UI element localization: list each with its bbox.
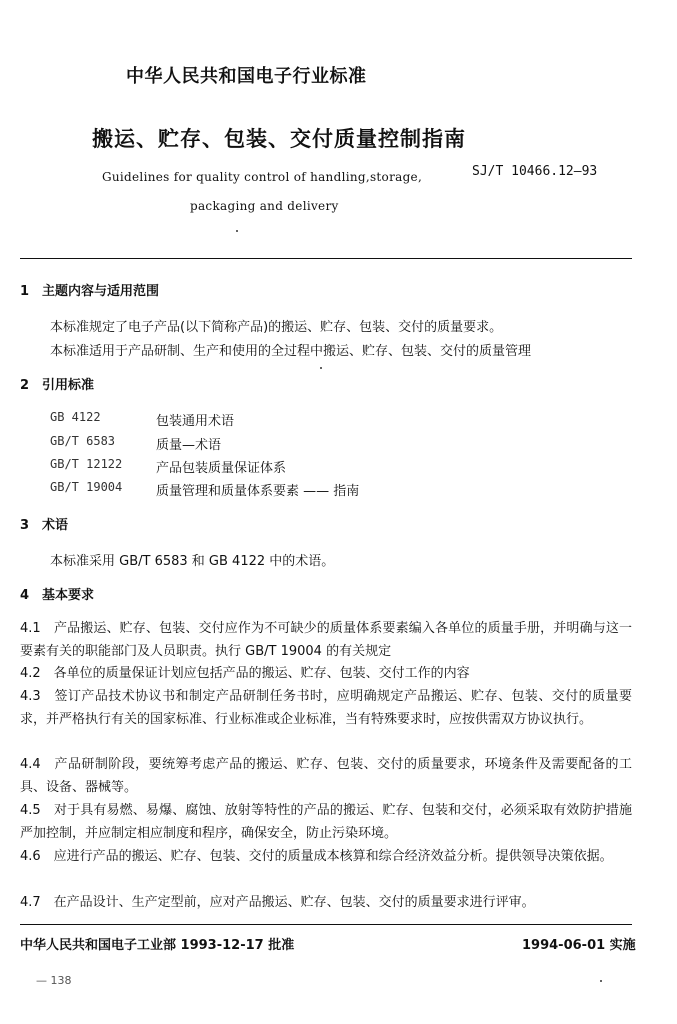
ref-code-1: GB 4122	[50, 410, 101, 424]
page-number: — 138	[36, 974, 72, 987]
footer-divider	[20, 924, 632, 925]
section-4-heading: 4 基本要求	[20, 588, 95, 603]
section-1-heading: 1 主题内容与适用范围	[20, 284, 160, 299]
scan-speck	[320, 367, 322, 369]
section-2-heading: 2 引用标准	[20, 378, 95, 393]
standard-category: 中华人民共和国电子行业标准	[126, 66, 367, 87]
approval-line: 中华人民共和国电子工业部 1993-12-17 批准	[20, 938, 295, 953]
clause-4-2: 4.2 各单位的质量保证计划应包括产品的搬运、贮存、包装、交付工作的内容	[20, 666, 470, 681]
section-1-paragraph-1: 本标准规定了电子产品(以下简称产品)的搬运、贮存、包装、交付的质量要求。	[50, 320, 503, 335]
document-title-en-line1: Guidelines for quality control of handling,storage,	[102, 170, 423, 184]
clause-4-5: 4.5 对于具有易燃、易爆、腐蚀、放射等特性的产品的搬运、贮存、包装和交付，必须采取有效防护措施严加控制，并应制定相应制度和程序，确保安全，防止污染环境。	[20, 803, 632, 841]
ref-code-2: GB/T 6583	[50, 434, 116, 448]
section-3-heading: 3 术语	[20, 518, 69, 533]
ref-title-4: 质量管理和质量体系要素 —— 指南	[156, 484, 360, 499]
clause-4-7: 4.7 在产品设计、生产定型前，应对产品搬运、贮存、包装、交付的质量要求进行评审。	[20, 895, 535, 910]
clause-4-4: 4.4 产品研制阶段，要统筹考虑产品的搬运、贮存、包装、交付的质量要求，环境条件及需要配备的工具、设备、器械等。	[20, 757, 632, 795]
clause-4-1: 4.1 产品搬运、贮存、包装、交付应作为不可缺少的质量体系要素编入各单位的质量手册，并明确与这一要素有关的职能部门及人员职责。执行 GB/T 19004 的有关规定	[20, 621, 632, 659]
document-title-en-line2: packaging and delivery	[190, 199, 339, 213]
clause-4-3: 4.3 签订产品技术协议书和制定产品研制任务书时，应明确规定产品搬运、贮存、包装、交付的质量要求，并严格执行有关的国家标准、行业标准或企业标准，当有特殊要求时，应按供需双方协议执行。	[20, 689, 632, 727]
header-divider	[20, 258, 632, 259]
section-1-paragraph-2: 本标准适用于产品研制、生产和使用的全过程中搬运、贮存、包装、交付的质量管理	[50, 344, 532, 359]
ref-title-1: 包装通用术语	[156, 414, 235, 429]
ref-code-3: GB/T 12122	[50, 457, 123, 471]
ref-title-2: 质量—术语	[156, 438, 222, 453]
clause-4-6: 4.6 应进行产品的搬运、贮存、包装、交付的质量成本核算和综合经济效益分析。提供领导决策依据。	[20, 849, 613, 864]
section-3-paragraph: 本标准采用 GB/T 6583 和 GB 4122 中的术语。	[50, 554, 335, 569]
ref-code-4: GB/T 19004	[50, 480, 123, 494]
implementation-date: 1994-06-01 实施	[522, 938, 636, 953]
scan-speck	[600, 980, 602, 982]
document-title-cn: 搬运、贮存、包装、交付质量控制指南	[92, 127, 466, 151]
scan-speck	[236, 230, 238, 232]
ref-title-3: 产品包装质量保证体系	[156, 461, 287, 476]
standard-number: SJ/T 10466.12—93	[472, 164, 598, 179]
